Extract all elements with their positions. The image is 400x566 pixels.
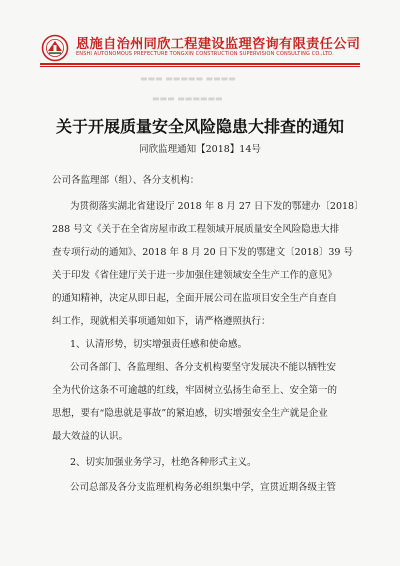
body-line: 查专项行动的通知》、2018 年 8 月 20 日下发的鄂建文〔2018〕39 号 [52,247,353,258]
body-line: 的通知精神，决定从即日起，全面开展公司在监项目安全生产自查自 [52,293,338,304]
bleed-through-text: ▬▬▬ ▬▬▬▬▬ ▬▬▬▬ [140,74,236,83]
body-line: 全为代价这条不可逾越的红线，牢固树立弘扬生命至上、安全第一的 [52,385,338,396]
addressee: 公司各监理部（组）、各分支机构： [52,175,200,186]
letterhead-rule-thin [40,66,360,67]
body-line: 纠工作，现就相关事项通知如下，请严格遵照执行： [52,316,271,327]
body-line: 288 号文《关于在全省房屋市政工程领域开展质量安全风险隐患大排 [52,224,340,235]
letterhead-rule [40,63,360,65]
body-line: 公司各部门、各监理组、各分支机构要坚守发展决不能以牺牲安 [70,362,337,373]
company-logo-icon [40,34,70,62]
body-line: 公司总部及各分支监理机构务必组织集中学，宣贯近期各级主管 [70,482,337,493]
document-number: 同欣监理通知【2018】14号 [139,144,261,155]
bleed-through-text: ▬▬▬ ▬▬▬▬▬▬ [152,94,223,103]
section-heading: 1、认清形势，切实增强责任感和使命感。 [70,339,248,350]
company-name-cn: 恩施自治州同欣工程建设监理咨询有限责任公司 [76,37,361,52]
body-line: 最大效益的认识。 [52,431,129,442]
body-line: 为贯彻落实湖北省建设厅 2018 年 8 月 27 日下发的鄂建办〔2018〕 [70,201,364,212]
document-title: 关于开展质量安全风险隐患大排查的通知 [55,117,344,136]
letterhead [0,0,400,78]
section-heading: 2、切实加强业务学习，杜绝各种形式主义。 [70,457,257,468]
company-name-en: ENSHI AUTONOMOUS PREFECTURE TONGXIN CONSTRUCTION SUPERVISION CONSULTING CO.,LTD. [76,51,334,57]
body-line: 关于印发《省住建厅关于进一步加强住建领域安全生产工作的意见》 [52,270,338,281]
body-line: 思想，要有“隐患就是事故”的紧迫感，切实增强安全生产就是企业 [52,408,328,419]
